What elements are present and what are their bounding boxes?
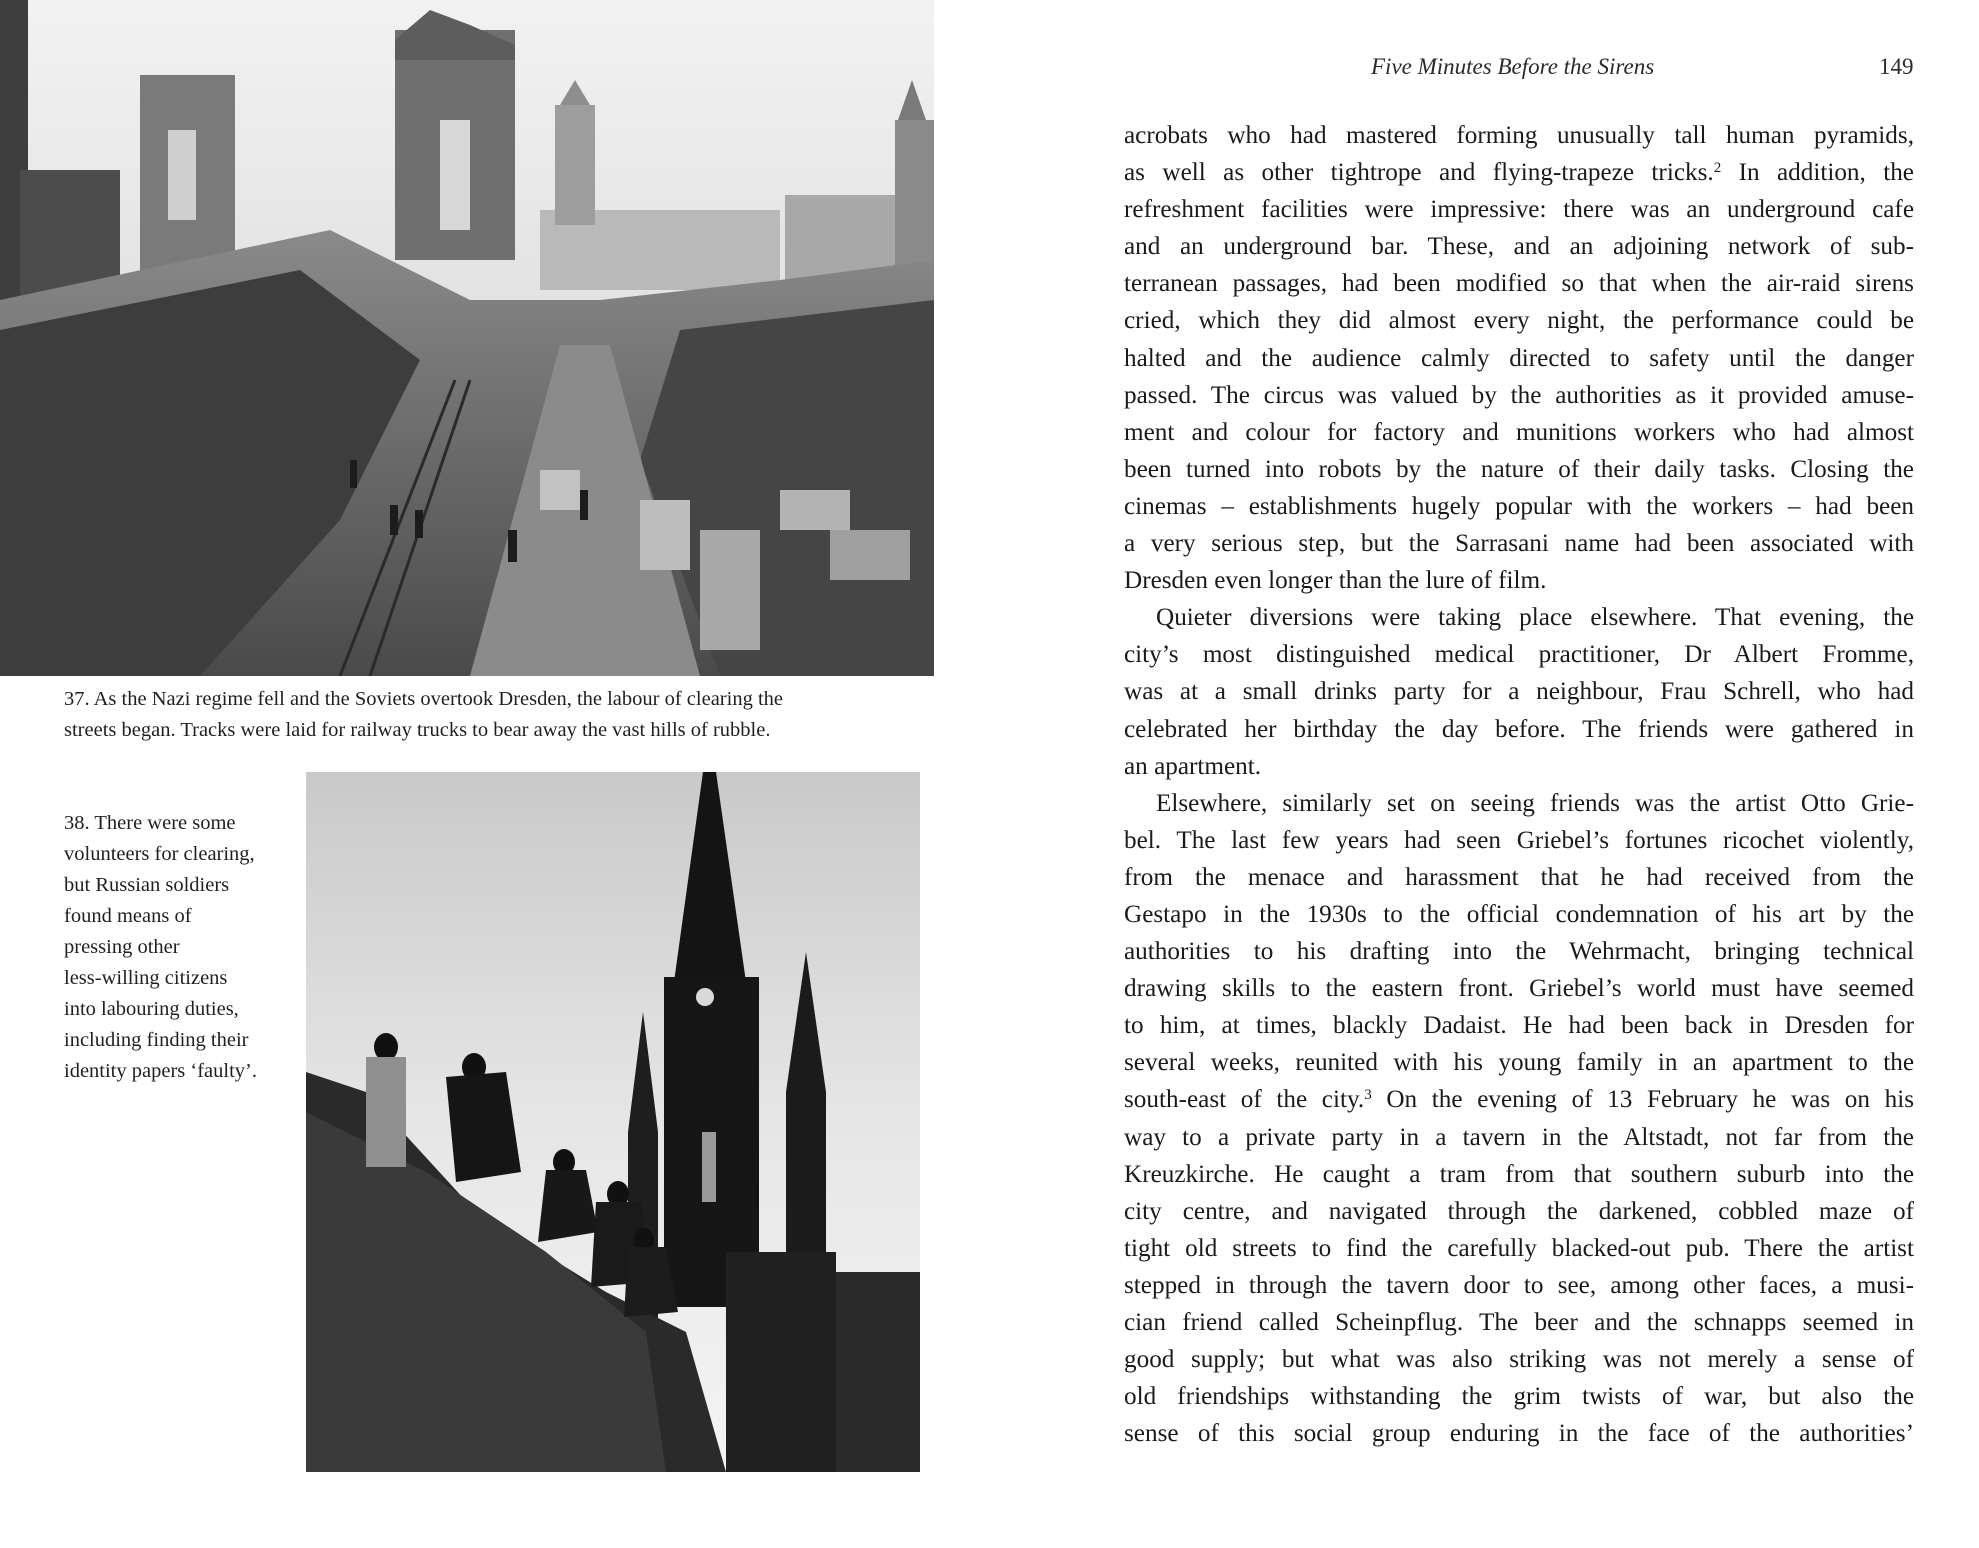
caption-line: into labouring duties, [64,998,239,1020]
caption-line: including finding their [64,1029,249,1051]
text-line: passed. The circus was valued by the authorities as it provided amuse- [1124,381,1914,409]
text-line: cried, which they did almost every night, the performance could be [1124,307,1914,335]
text-line: Dresden even longer than the lure of film. [1124,567,1547,595]
text-line: acrobats who had mastered forming unusually tall human pyramids, [1124,122,1914,149]
text-line: good supply; but what was also striking was not merely a sense of [1124,1346,1914,1374]
text-line: cian friend called Scheinpflug. The beer and the schnapps seemed in [1124,1309,1914,1336]
caption-line: 37. As the Nazi regime fell and the Soviets overtook Dresden, the labour of clearing the [64,688,783,710]
text-line: Kreuzkirche. He caught a tram from that southern suburb into the [1124,1160,1914,1188]
text-line: was at a small drinks party for a neighbour, Frau Schrell, who had [1124,678,1914,706]
caption-line: but Russian soldiers [64,874,230,896]
caption-line: identity papers ‘faulty’. [64,1060,257,1082]
caption-line: 38. There were some [64,812,236,834]
text-line: an apartment. [1124,752,1262,780]
text-line: city’s most distinguished medical practitioner, Dr Albert Fromme, [1124,641,1914,669]
text-line: as well as other tightrope and flying-trapeze tricks.$^2$ In addition, the [1124,159,1914,187]
text-line: from the menace and harassment that he had received from the [1124,863,1914,891]
text-line: way to a private party in a tavern in the Altstadt, not far from the [1124,1123,1914,1151]
running-title: Five Minutes Before the Sirens [1371,54,1655,79]
text-line: old friendships withstanding the grim twists of war, but also the [1124,1383,1914,1411]
text-line: south-east of the city.$^3$ On the evening of 13 February he was on his [1124,1086,1915,1114]
text-line: a very serious step, but the Sarrasani name had been associated with [1124,530,1914,558]
text-line: bel. The last few years had seen Griebel’s fortunes ricochet violently, [1124,826,1914,854]
figure-37-caption [64,684,783,746]
photo-women-clearing-rubble [306,772,920,1472]
footnote-ref: 2 [1713,159,1722,176]
text-line: been turned into robots by the nature of their daily tasks. Closing the [1124,455,1914,483]
text-line: ment and colour for factory and munitions workers who had almost [1124,418,1914,446]
caption-line: less-willing citizens [64,967,228,989]
text-line: city centre, and navigated through the darkened, cobbled maze of [1124,1197,1914,1225]
caption-line: found means of [64,905,192,927]
text-line: tight old streets to find the carefully blacked-out pub. There the artist [1124,1234,1914,1262]
text-line: Quieter diversions were taking place elsewhere. That evening, the [1156,604,1914,632]
caption-line: pressing other [64,936,180,958]
caption-line: streets began. Tracks were laid for railway trucks to bear away the vast hills of rubble. [64,719,771,741]
text-line: drawing skills to the eastern front. Griebel’s world must have seemed [1124,975,1914,1003]
page-number: 149 [1879,54,1914,79]
church-silhouette-photo-icon [306,772,920,1472]
text-line: terranean passages, had been modified so that when the air-raid sirens [1124,270,1914,298]
caption-line: volunteers for clearing, [64,843,255,865]
text-line: Gestapo in the 1930s to the official condemnation of his art by the [1124,900,1914,928]
rubble-photo-icon [0,0,934,676]
text-line: halted and the audience calmly directed to safety until the danger [1124,344,1914,372]
text-line: to him, at times, blackly Dadaist. He had been back in Dresden for [1124,1012,1914,1040]
footnote-ref: 3 [1364,1087,1372,1104]
text-line: sense of this social group enduring in the face of the authorities’ [1124,1420,1914,1448]
text-line: cinemas – establishments hugely popular with the workers – had been [1124,492,1914,520]
text-line: authorities to his drafting into the Wehrmacht, bringing technical [1124,938,1914,966]
body-text [1124,117,1914,1452]
text-line: and an underground bar. These, and an adjoining network of sub- [1124,233,1914,261]
text-line: refreshment facilities were impressive: there was an underground cafe [1124,196,1914,224]
figure-38-caption [64,808,257,1087]
text-line: stepped in through the tavern door to see, among other faces, a musi- [1124,1271,1914,1299]
text-line: Elsewhere, similarly set on seeing friends was the artist Otto Grie- [1156,789,1914,817]
text-line: celebrated her birthday the day before. The friends were gathered in [1124,715,1914,743]
photo-dresden-ruins-railway [0,0,934,676]
text-line: several weeks, reunited with his young family in an apartment to the [1124,1049,1914,1077]
